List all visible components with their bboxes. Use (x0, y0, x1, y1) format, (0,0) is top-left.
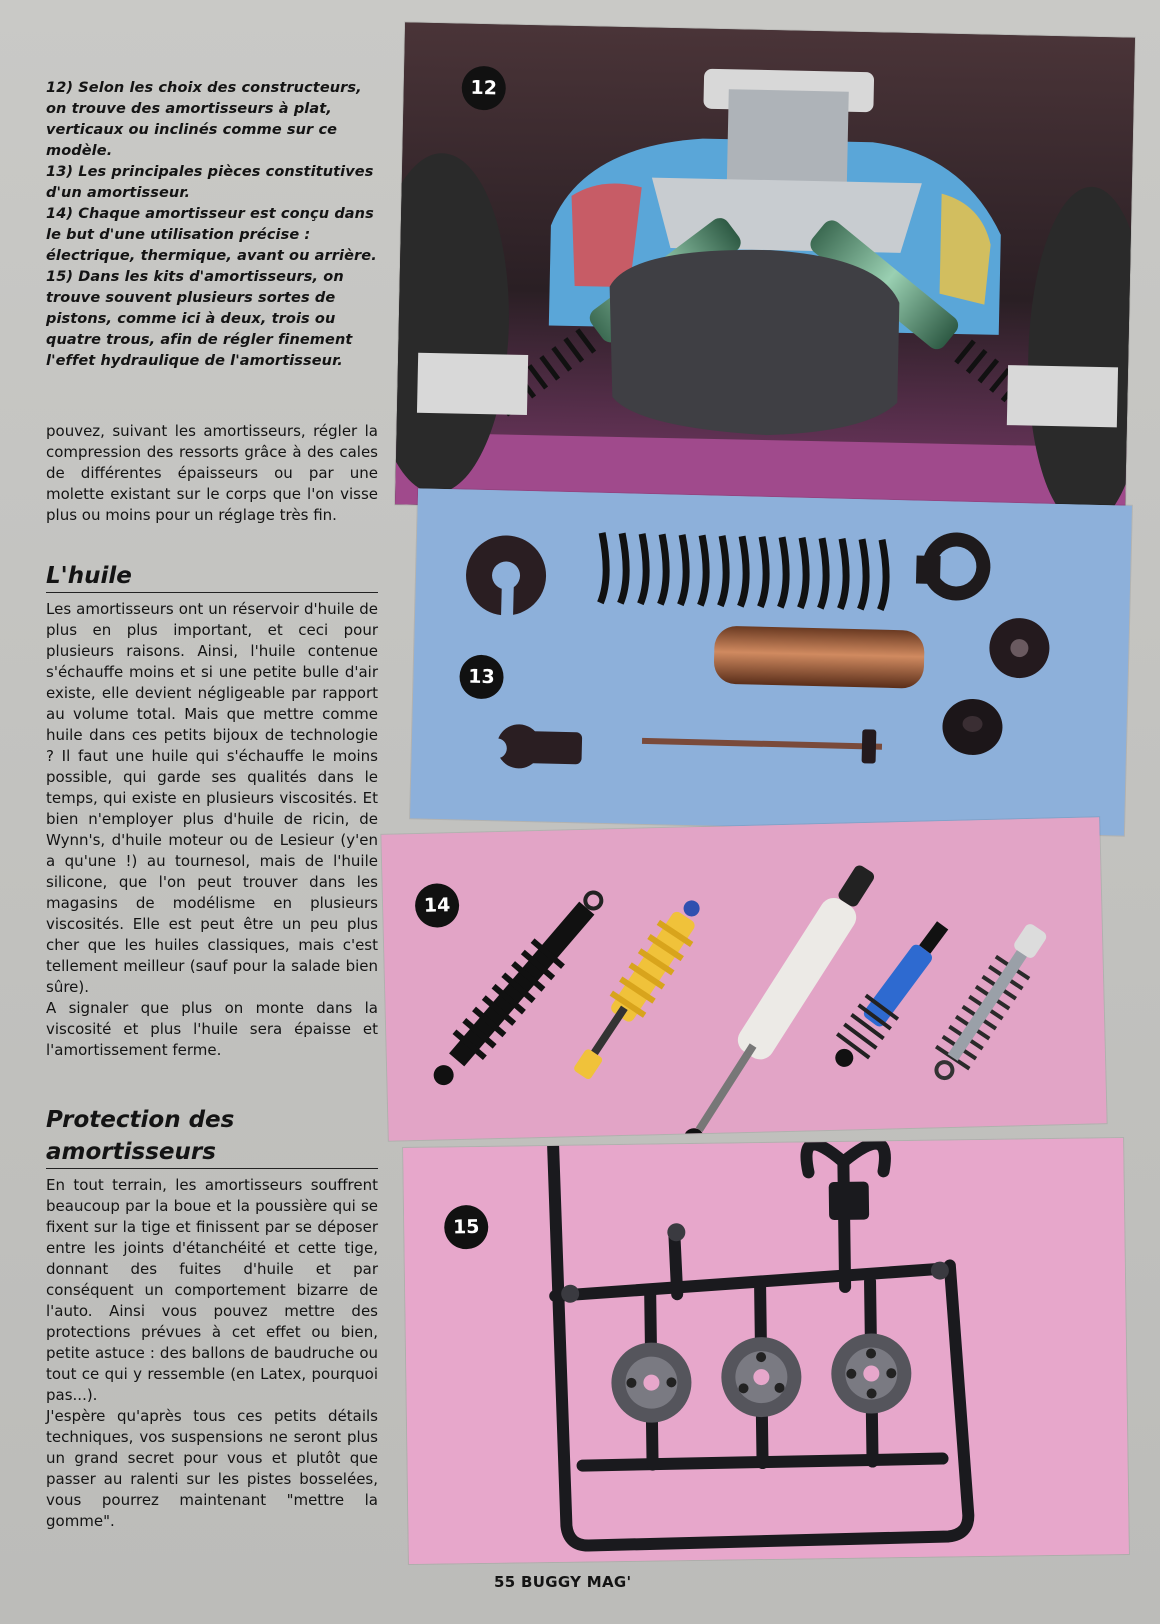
caption-15 (46, 267, 378, 372)
photo-12-buggy-suspension (395, 22, 1135, 519)
caption-12-number: 12) (46, 80, 74, 96)
photo-13-shock-parts (410, 488, 1132, 835)
caption-14 (46, 204, 378, 267)
section-protection-paragraph-2: J'espère qu'après tous ces petits détails techniques, vos suspensions ne seront plus un grand secret pour vous et plutôt que passer au ralenti sur les pistes bosselées, vous pourrez maintenant "mettre la gomme". (46, 1407, 378, 1530)
section-oil (46, 560, 378, 1061)
caption-15-text: Dans les kits d'amortisseurs, on trouve souvent plusieurs sortes de pistons, comme ici à deux, trois ou quatre trous, afin de régler finement l'effet hydraulique de l'amortisseur. (46, 269, 353, 369)
photo-12-illustration (395, 22, 1135, 519)
caption-14-text: Chaque amortisseur est conçu dans le but d'une utilisation précise : électrique, thermique, avant ou arrière. (46, 206, 377, 264)
caption-12-text: Selon les choix des constructeurs, on trouve des amortisseurs à plat, verticaux ou inclinés comme sur ce modèle. (46, 80, 362, 159)
photo-13-badge: 13 (459, 654, 504, 699)
spring-icon (600, 533, 887, 610)
section-protection (46, 1104, 378, 1532)
photo-13-illustration (410, 488, 1132, 835)
caption-14-number: 14) (46, 206, 74, 222)
caption-13-number: 13) (46, 164, 74, 180)
photo-14-shock-types (381, 817, 1106, 1140)
caption-15-number: 15) (46, 269, 74, 285)
section-oil-paragraph-2: A signaler que plus on monte dans la viscosité et plus l'huile sera épaisse et l'amortissement ferme. (46, 999, 378, 1059)
photo-15-piston-sprue (403, 1138, 1129, 1564)
photo-14-badge: 14 (415, 883, 460, 928)
photo-12-badge: 12 (461, 66, 506, 111)
section-protection-heading: Protection des amortisseurs (46, 1104, 378, 1169)
caption-13-text: Les principales pièces constitutives d'un amortisseur. (46, 164, 374, 201)
page-footer: 55 BUGGY MAG' (494, 1573, 632, 1591)
section-oil-heading: L'huile (46, 560, 378, 593)
captions-block (46, 78, 378, 372)
section-protection-paragraph-1: En tout terrain, les amortisseurs souffrent beaucoup par la boue et la poussière qui se fixent sur la tige et finissent par se déposer entre les joints d'étanchéité et cette tige, donnant des fuites d'huile et par conséquent un comportement bizarre de l'auto. Ainsi vous pouvez mettre des protections prévues à cet effet ou bien, petite astuce : des ballons de baudruche ou tout ce qui y ressemble (en Latex, pourquoi pas...). (46, 1176, 378, 1404)
photo-15-illustration (403, 1138, 1129, 1564)
caption-13 (46, 162, 378, 204)
section-oil-paragraph-1: Les amortisseurs ont un réservoir d'huile de plus en plus important, et ceci pour plusieurs raisons. Ainsi, l'huile contenue s'échauffe moins et si une petite bulle d'air existe, elle devient négligeable par rapport au volume total. Mais que mettre comme huile dans ces petits bijoux de technologie ? Il faut une huile qui s'échauffe le moins possible, qui garde ses qualités dans le temps, qui existe en plusieurs viscosités. Et bien n'employer plus d'huile de ricin, de Wynn's, d'huile moteur ou de Lesieur (y'en a qu'une !) au tournesol, mais de l'huile silicone, que l'on peut trouver dans les magasins de modélisme en plusieurs viscosités. Elle est peut être un peu plus cher que les huiles classiques, mais c'est tellement meilleur (sauf pour la salade bien sûre). (46, 600, 378, 996)
intro-paragraph: pouvez, suivant les amortisseurs, régler la compression des ressorts grâce à des cales de différentes épaisseurs ou par une molette existant sur le corps que l'on visse plus ou moins pour un réglage très fin. (46, 422, 378, 524)
photo-15-badge: 15 (444, 1205, 489, 1250)
intro-block (46, 421, 378, 526)
photo-14-illustration (381, 817, 1106, 1140)
caption-12 (46, 78, 378, 162)
